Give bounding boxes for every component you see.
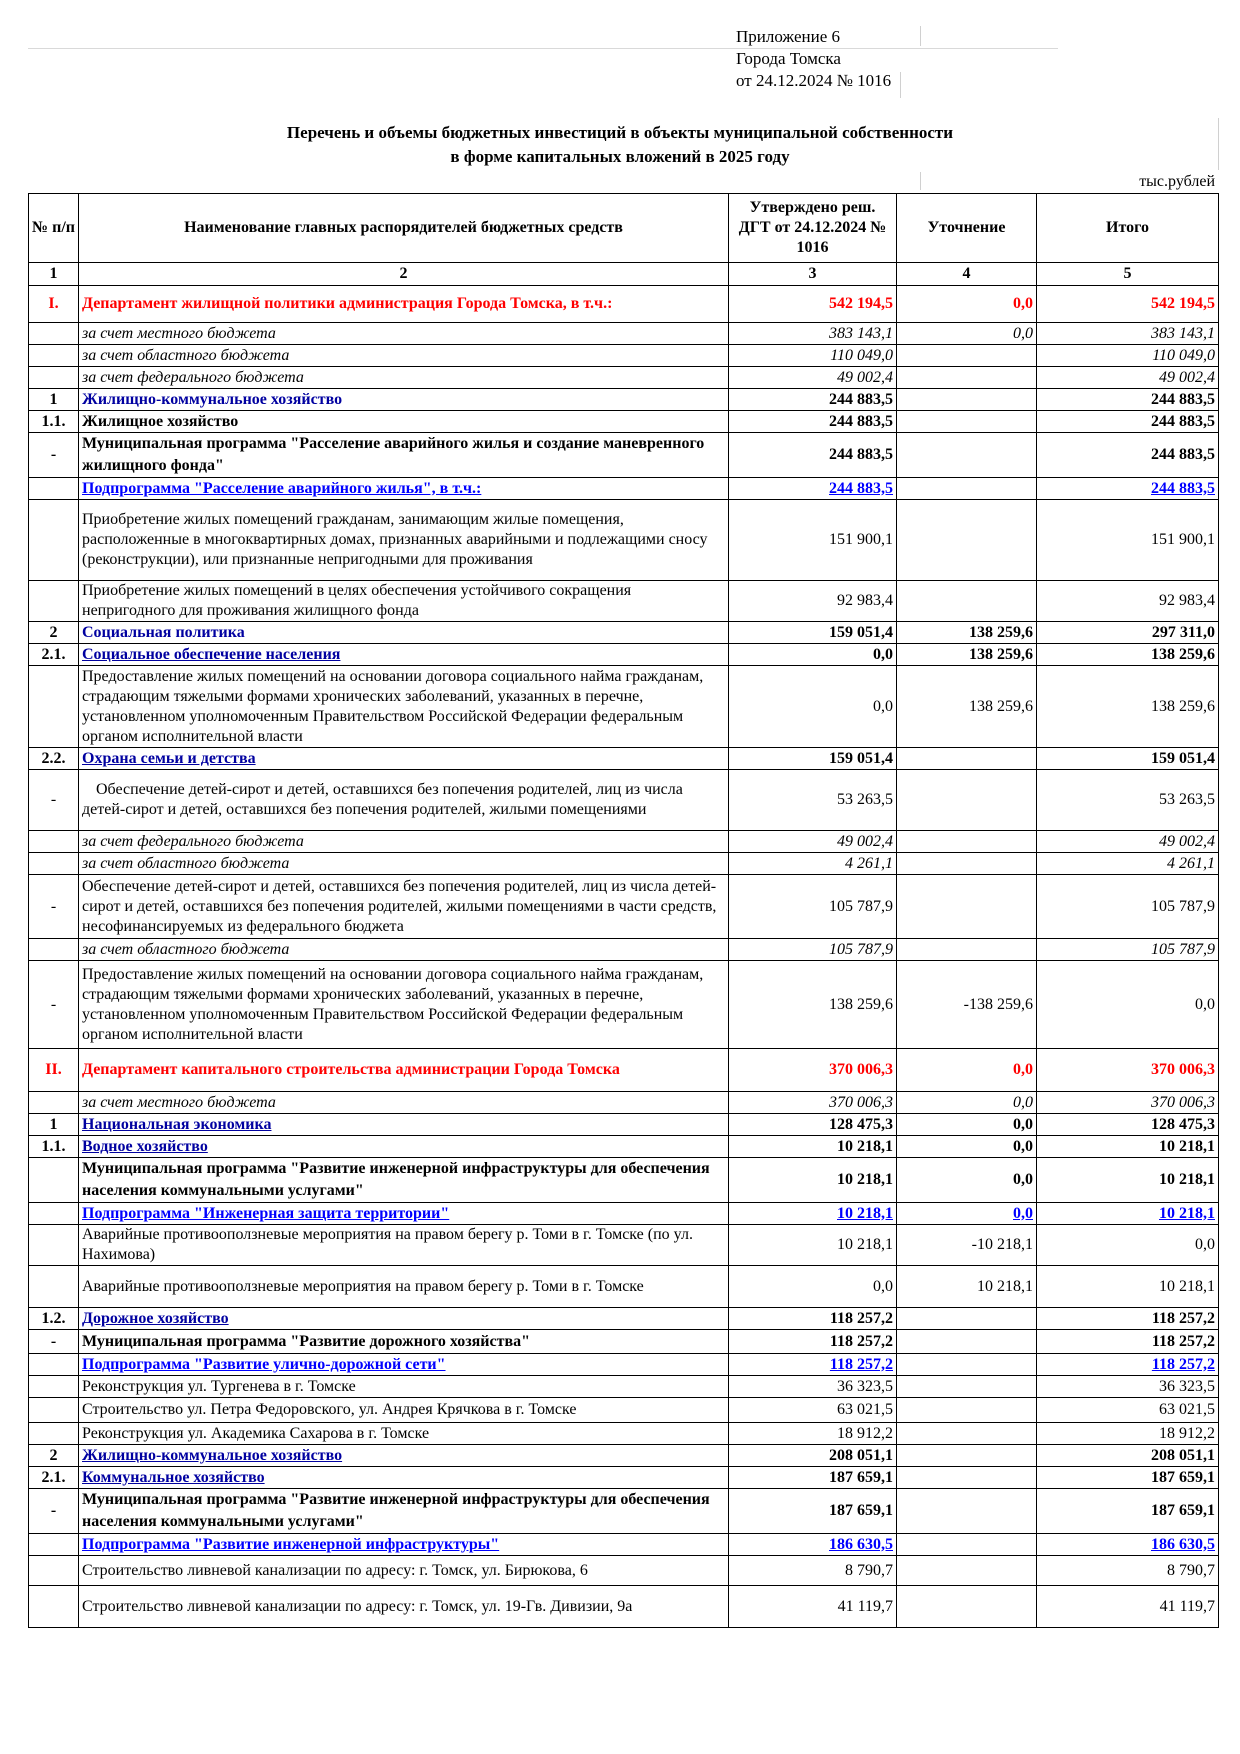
grid-line <box>1218 118 1219 170</box>
row-number <box>29 1423 79 1445</box>
units-label: тыс.рублей <box>1139 173 1215 190</box>
row-change: 0,0 <box>897 1092 1037 1114</box>
appendix-line-2: Города Томска <box>736 49 841 68</box>
row-change: 138 259,6 <box>897 644 1037 666</box>
row-total: 10 218,1 <box>1037 1203 1219 1225</box>
row-change: 0,0 <box>897 1203 1037 1225</box>
row-approved: 128 475,3 <box>729 1114 897 1136</box>
row-change <box>897 831 1037 853</box>
row-number <box>29 1556 79 1586</box>
row-name: Строительство ливневой канализации по адресу: г. Томск, ул. Бирюкова, 6 <box>79 1556 729 1586</box>
table-row <box>29 1586 1219 1628</box>
row-number <box>29 1158 79 1203</box>
row-number: 2.1. <box>29 644 79 666</box>
row-name: Департамент жилищной политики администрация Города Томска, в т.ч.: <box>79 286 729 323</box>
row-name: Обеспечение детей-сирот и детей, оставшихся без попечения родителей, лиц из числа детей-сирот и детей, оставшихся без попечения родителей, жилыми помещениями <box>79 770 729 831</box>
table-row <box>29 644 1219 666</box>
row-total: 187 659,1 <box>1037 1467 1219 1489</box>
row-approved: 118 257,2 <box>729 1308 897 1330</box>
top-divider <box>28 48 1058 49</box>
row-name: Жилищное хозяйство <box>79 411 729 433</box>
row-change <box>897 433 1037 478</box>
row-total: 118 257,2 <box>1037 1330 1219 1354</box>
table-row <box>29 831 1219 853</box>
row-number: - <box>29 433 79 478</box>
row-change <box>897 1556 1037 1586</box>
row-name: Жилищно-коммунальное хозяйство <box>79 1445 729 1467</box>
row-name: Приобретение жилых помещений гражданам, занимающим жилые помещения, расположенные в многоквартирных домах, признанных аварийными и подлежащими сносу (реконструкции), или признанные непригодными для проживания <box>79 500 729 581</box>
table-row <box>29 666 1219 748</box>
table-row <box>29 1136 1219 1158</box>
row-total: 118 257,2 <box>1037 1308 1219 1330</box>
row-approved: 105 787,9 <box>729 939 897 961</box>
column-number: 3 <box>729 263 897 286</box>
row-total: 370 006,3 <box>1037 1049 1219 1092</box>
row-total: 18 912,2 <box>1037 1423 1219 1445</box>
table-row <box>29 1376 1219 1398</box>
row-total: 244 883,5 <box>1037 478 1219 500</box>
row-change <box>897 1398 1037 1423</box>
row-name: Предоставление жилых помещений на основании договора социального найма гражданам, страдающим тяжелыми формами хронических заболеваний, указанных в перечне, установленном уполномоченным Правительством Российской Федерации федеральным органом исполнительной власти <box>79 666 729 748</box>
row-total: 92 983,4 <box>1037 581 1219 622</box>
row-number: 1 <box>29 389 79 411</box>
row-approved: 63 021,5 <box>729 1398 897 1423</box>
row-approved: 159 051,4 <box>729 748 897 770</box>
row-number: - <box>29 1330 79 1354</box>
table-row <box>29 748 1219 770</box>
row-change: 0,0 <box>897 1158 1037 1203</box>
row-name: Дорожное хозяйство <box>79 1308 729 1330</box>
row-approved: 0,0 <box>729 1266 897 1308</box>
row-change <box>897 1445 1037 1467</box>
row-total: 208 051,1 <box>1037 1445 1219 1467</box>
table-row <box>29 411 1219 433</box>
row-total: 110 049,0 <box>1037 345 1219 367</box>
row-change <box>897 478 1037 500</box>
row-change <box>897 581 1037 622</box>
row-name: за счет областного бюджета <box>79 853 729 875</box>
row-change <box>897 875 1037 939</box>
table-row <box>29 1489 1219 1534</box>
row-change: 0,0 <box>897 1136 1037 1158</box>
row-total: 10 218,1 <box>1037 1266 1219 1308</box>
document-title <box>130 121 1110 169</box>
row-name: Аварийные противооползневые мероприятия на правом берегу р. Томи в г. Томске (по ул. Нахимова) <box>79 1225 729 1266</box>
table-row <box>29 367 1219 389</box>
row-total: 138 259,6 <box>1037 666 1219 748</box>
table-row <box>29 1445 1219 1467</box>
row-approved: 18 912,2 <box>729 1423 897 1445</box>
table-row <box>29 389 1219 411</box>
column-number: 4 <box>897 263 1037 286</box>
table-row <box>29 1423 1219 1445</box>
row-name: Подпрограмма "Расселение аварийного жилья", в т.ч.: <box>79 478 729 500</box>
table-row <box>29 1266 1219 1308</box>
title-line-1: Перечень и объемы бюджетных инвестиций в объекты муниципальной собственности <box>286 123 954 142</box>
table-row <box>29 1158 1219 1203</box>
header-approved: Утверждено реш. ДГТ от 24.12.2024 № 1016 <box>729 194 897 263</box>
column-number: 1 <box>29 263 79 286</box>
row-change <box>897 1586 1037 1628</box>
row-approved: 4 261,1 <box>729 853 897 875</box>
row-approved: 8 790,7 <box>729 1556 897 1586</box>
row-approved: 208 051,1 <box>729 1445 897 1467</box>
row-total: 8 790,7 <box>1037 1556 1219 1586</box>
row-name: Реконструкция ул. Тургенева в г. Томске <box>79 1376 729 1398</box>
row-number <box>29 323 79 345</box>
row-total: 128 475,3 <box>1037 1114 1219 1136</box>
row-number <box>29 1376 79 1398</box>
row-name: Муниципальная программа "Расселение аварийного жилья и создание маневренного жилищного фонда" <box>79 433 729 478</box>
row-number <box>29 345 79 367</box>
grid-line <box>900 72 901 98</box>
row-change <box>897 367 1037 389</box>
row-approved: 187 659,1 <box>729 1489 897 1534</box>
row-approved: 118 257,2 <box>729 1330 897 1354</box>
row-approved: 10 218,1 <box>729 1203 897 1225</box>
row-number: - <box>29 770 79 831</box>
row-change: -138 259,6 <box>897 961 1037 1049</box>
title-line-2: в форме капитальных вложений в 2025 году <box>450 147 790 166</box>
row-name: Обеспечение детей-сирот и детей, оставшихся без попечения родителей, лиц из числа детей-сирот и детей, оставшихся без попечения родителей, жилыми помещениями в части средств, несофинансируемых из федерального бюджета <box>79 875 729 939</box>
row-total: 63 021,5 <box>1037 1398 1219 1423</box>
row-total: 186 630,5 <box>1037 1534 1219 1556</box>
row-change: 10 218,1 <box>897 1266 1037 1308</box>
row-approved: 244 883,5 <box>729 478 897 500</box>
row-number <box>29 666 79 748</box>
row-number <box>29 478 79 500</box>
row-name: Социальная политика <box>79 622 729 644</box>
row-approved: 49 002,4 <box>729 831 897 853</box>
row-name: Социальное обеспечение населения <box>79 644 729 666</box>
row-change <box>897 770 1037 831</box>
row-number: I. <box>29 286 79 323</box>
row-total: 383 143,1 <box>1037 323 1219 345</box>
grid-line <box>920 26 921 46</box>
row-change <box>897 1423 1037 1445</box>
row-total: 49 002,4 <box>1037 367 1219 389</box>
row-name: Строительство ливневой канализации по адресу: г. Томск, ул. 19-Гв. Дивизии, 9а <box>79 1586 729 1628</box>
row-change: -10 218,1 <box>897 1225 1037 1266</box>
row-change <box>897 1330 1037 1354</box>
row-approved: 0,0 <box>729 644 897 666</box>
table-row <box>29 1225 1219 1266</box>
row-name: Приобретение жилых помещений в целях обеспечения устойчивого сокращения непригодного для проживания жилищного фонда <box>79 581 729 622</box>
row-name: за счет федерального бюджета <box>79 831 729 853</box>
table-row <box>29 1092 1219 1114</box>
column-number-row <box>29 263 1219 286</box>
row-change <box>897 389 1037 411</box>
table-row <box>29 875 1219 939</box>
header-change: Уточнение <box>897 194 1037 263</box>
row-change <box>897 1534 1037 1556</box>
row-number: 2.2. <box>29 748 79 770</box>
table-row <box>29 939 1219 961</box>
row-number: 1.2. <box>29 1308 79 1330</box>
row-name: Водное хозяйство <box>79 1136 729 1158</box>
row-number <box>29 1266 79 1308</box>
row-approved: 244 883,5 <box>729 389 897 411</box>
row-approved: 383 143,1 <box>729 323 897 345</box>
row-approved: 370 006,3 <box>729 1092 897 1114</box>
budget-table <box>28 193 1219 1628</box>
row-number <box>29 831 79 853</box>
row-approved: 41 119,7 <box>729 1586 897 1628</box>
row-approved: 370 006,3 <box>729 1049 897 1092</box>
row-number <box>29 1354 79 1376</box>
row-approved: 159 051,4 <box>729 622 897 644</box>
row-change <box>897 853 1037 875</box>
table-row <box>29 1049 1219 1092</box>
appendix-line-1: Приложение 6 <box>736 27 840 46</box>
row-number <box>29 939 79 961</box>
row-number <box>29 500 79 581</box>
row-total: 53 263,5 <box>1037 770 1219 831</box>
row-change <box>897 939 1037 961</box>
row-total: 370 006,3 <box>1037 1092 1219 1114</box>
row-name: Национальная экономика <box>79 1114 729 1136</box>
row-number <box>29 1225 79 1266</box>
row-number: 1.1. <box>29 411 79 433</box>
row-approved: 186 630,5 <box>729 1534 897 1556</box>
row-number <box>29 1092 79 1114</box>
row-name: за счет областного бюджета <box>79 939 729 961</box>
row-name: Охрана семьи и детства <box>79 748 729 770</box>
row-number: 2.1. <box>29 1467 79 1489</box>
row-name: Подпрограмма "Развитие улично-дорожной сети" <box>79 1354 729 1376</box>
row-change <box>897 1308 1037 1330</box>
table-row <box>29 622 1219 644</box>
row-change <box>897 345 1037 367</box>
table-row <box>29 323 1219 345</box>
row-approved: 49 002,4 <box>729 367 897 389</box>
row-approved: 110 049,0 <box>729 345 897 367</box>
row-name: Подпрограмма "Развитие инженерной инфраструктуры" <box>79 1534 729 1556</box>
table-row <box>29 581 1219 622</box>
row-number: 1.1. <box>29 1136 79 1158</box>
row-change <box>897 1354 1037 1376</box>
row-change <box>897 1467 1037 1489</box>
row-number <box>29 1534 79 1556</box>
row-total: 297 311,0 <box>1037 622 1219 644</box>
row-approved: 244 883,5 <box>729 411 897 433</box>
table-row <box>29 1534 1219 1556</box>
row-total: 187 659,1 <box>1037 1489 1219 1534</box>
row-total: 10 218,1 <box>1037 1158 1219 1203</box>
appendix-line-3: от 24.12.2024 № 1016 <box>736 71 892 90</box>
row-approved: 10 218,1 <box>729 1158 897 1203</box>
row-name: Коммунальное хозяйство <box>79 1467 729 1489</box>
column-number: 5 <box>1037 263 1219 286</box>
table-row <box>29 433 1219 478</box>
table-row <box>29 1556 1219 1586</box>
row-number: - <box>29 1489 79 1534</box>
row-approved: 151 900,1 <box>729 500 897 581</box>
row-approved: 244 883,5 <box>729 433 897 478</box>
row-change: 0,0 <box>897 286 1037 323</box>
row-total: 159 051,4 <box>1037 748 1219 770</box>
row-name: за счет местного бюджета <box>79 323 729 345</box>
row-approved: 36 323,5 <box>729 1376 897 1398</box>
row-name: Аварийные противооползневые мероприятия на правом берегу р. Томи в г. Томске <box>79 1266 729 1308</box>
row-name: Муниципальная программа "Развитие инженерной инфраструктуры для обеспечения населения коммунальными услугами" <box>79 1158 729 1203</box>
row-approved: 542 194,5 <box>729 286 897 323</box>
header-num: № п/п <box>29 194 79 263</box>
row-total: 105 787,9 <box>1037 875 1219 939</box>
header-name: Наименование главных распорядителей бюджетных средств <box>79 194 729 263</box>
row-total: 542 194,5 <box>1037 286 1219 323</box>
row-number: - <box>29 875 79 939</box>
row-number: II. <box>29 1049 79 1092</box>
row-total: 10 218,1 <box>1037 1136 1219 1158</box>
row-number <box>29 1398 79 1423</box>
row-approved: 92 983,4 <box>729 581 897 622</box>
row-name: Департамент капитального строительства администрации Города Томска <box>79 1049 729 1092</box>
row-name: Реконструкция ул. Академика Сахарова в г. Томске <box>79 1423 729 1445</box>
row-name: Жилищно-коммунальное хозяйство <box>79 389 729 411</box>
table-row <box>29 1114 1219 1136</box>
table-row <box>29 500 1219 581</box>
row-total: 244 883,5 <box>1037 411 1219 433</box>
row-total: 105 787,9 <box>1037 939 1219 961</box>
row-change <box>897 500 1037 581</box>
table-row <box>29 1467 1219 1489</box>
table-row <box>29 770 1219 831</box>
table-row <box>29 478 1219 500</box>
row-total: 0,0 <box>1037 961 1219 1049</box>
row-name: Муниципальная программа "Развитие дорожного хозяйства" <box>79 1330 729 1354</box>
row-total: 49 002,4 <box>1037 831 1219 853</box>
row-change: 0,0 <box>897 1049 1037 1092</box>
table-row <box>29 1308 1219 1330</box>
row-name: Подпрограмма "Инженерная защита территории" <box>79 1203 729 1225</box>
row-number: - <box>29 961 79 1049</box>
row-number: 2 <box>29 622 79 644</box>
row-approved: 118 257,2 <box>729 1354 897 1376</box>
row-name: Муниципальная программа "Развитие инженерной инфраструктуры для обеспечения населения коммунальными услугами" <box>79 1489 729 1534</box>
row-change: 0,0 <box>897 1114 1037 1136</box>
row-total: 244 883,5 <box>1037 389 1219 411</box>
row-change <box>897 748 1037 770</box>
row-change <box>897 411 1037 433</box>
row-total: 118 257,2 <box>1037 1354 1219 1376</box>
appendix-block <box>736 26 891 92</box>
table-row <box>29 345 1219 367</box>
row-number <box>29 1203 79 1225</box>
table-row <box>29 1354 1219 1376</box>
row-number <box>29 367 79 389</box>
row-change: 138 259,6 <box>897 666 1037 748</box>
row-number <box>29 581 79 622</box>
row-total: 41 119,7 <box>1037 1586 1219 1628</box>
row-total: 0,0 <box>1037 1225 1219 1266</box>
row-approved: 10 218,1 <box>729 1225 897 1266</box>
column-number: 2 <box>79 263 729 286</box>
table-row <box>29 1398 1219 1423</box>
row-approved: 0,0 <box>729 666 897 748</box>
row-approved: 105 787,9 <box>729 875 897 939</box>
row-total: 36 323,5 <box>1037 1376 1219 1398</box>
row-change <box>897 1489 1037 1534</box>
row-change: 138 259,6 <box>897 622 1037 644</box>
table-row <box>29 286 1219 323</box>
row-number: 2 <box>29 1445 79 1467</box>
row-total: 151 900,1 <box>1037 500 1219 581</box>
table-row <box>29 853 1219 875</box>
table-row <box>29 1330 1219 1354</box>
table-row <box>29 1203 1219 1225</box>
row-number <box>29 1586 79 1628</box>
row-name: за счет местного бюджета <box>79 1092 729 1114</box>
row-name: Строительство ул. Петра Федоровского, ул. Андрея Крячкова в г. Томске <box>79 1398 729 1423</box>
row-approved: 187 659,1 <box>729 1467 897 1489</box>
row-change: 0,0 <box>897 323 1037 345</box>
row-approved: 138 259,6 <box>729 961 897 1049</box>
row-total: 138 259,6 <box>1037 644 1219 666</box>
row-name: Предоставление жилых помещений на основании договора социального найма гражданам, страдающим тяжелыми формами хронических заболеваний, указанных в перечне, установленном уполномоченным Правительством Российской Федерации федеральным органом исполнительной власти <box>79 961 729 1049</box>
row-total: 244 883,5 <box>1037 433 1219 478</box>
header-row <box>29 194 1219 263</box>
table-row <box>29 961 1219 1049</box>
row-approved: 53 263,5 <box>729 770 897 831</box>
row-change <box>897 1376 1037 1398</box>
grid-line <box>920 172 921 190</box>
row-number: 1 <box>29 1114 79 1136</box>
row-name: за счет федерального бюджета <box>79 367 729 389</box>
row-name: за счет областного бюджета <box>79 345 729 367</box>
row-approved: 10 218,1 <box>729 1136 897 1158</box>
row-number <box>29 853 79 875</box>
row-total: 4 261,1 <box>1037 853 1219 875</box>
header-total: Итого <box>1037 194 1219 263</box>
